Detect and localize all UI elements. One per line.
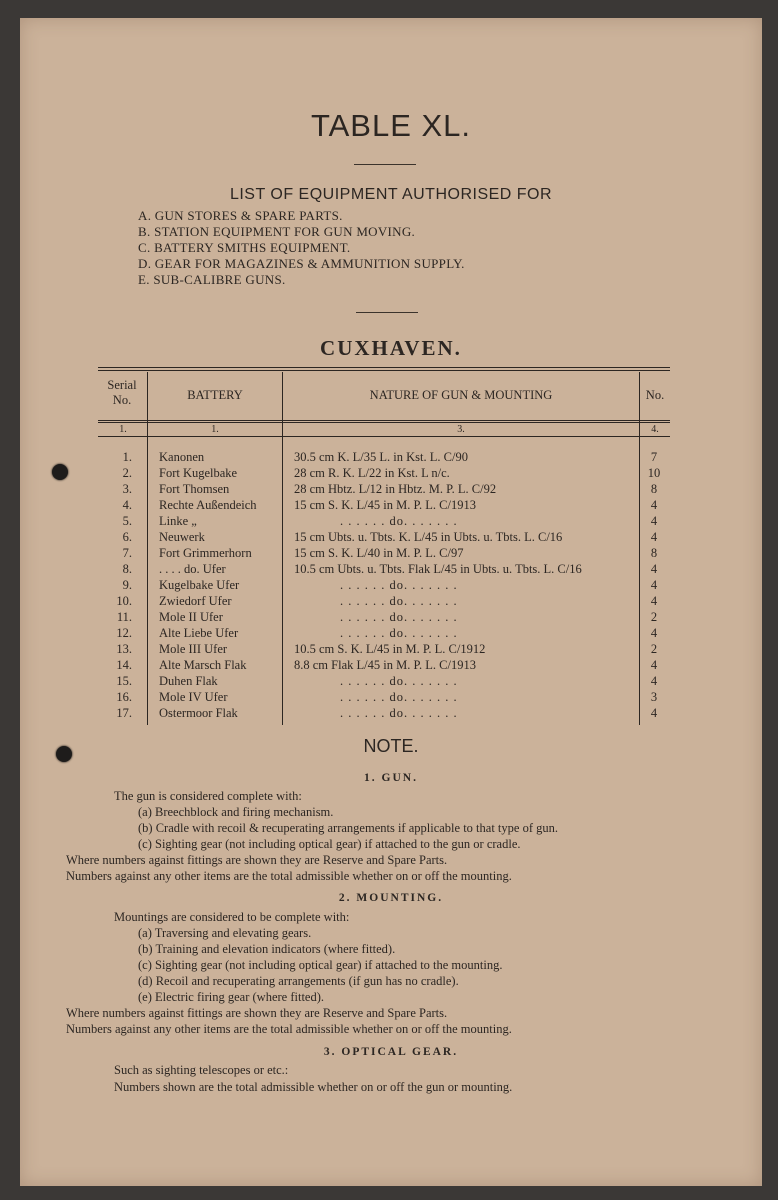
header-serial: Serial No.	[107, 378, 137, 407]
table-row	[20, 626, 762, 642]
nature-cell: 10.5 cm S. K. L/45 in M. P. L. C/1912	[294, 642, 486, 656]
serial-cell: 1.	[122, 450, 132, 464]
table-row	[20, 658, 762, 674]
table-row	[20, 546, 762, 562]
column-number: 1.	[119, 424, 127, 435]
header-nature: NATURE OF GUN & MOUNTING	[369, 388, 553, 402]
note-item: (e) Electric firing gear (where fitted).	[138, 990, 325, 1004]
table-row	[20, 482, 762, 498]
category-item: C. BATTERY SMITHS EQUIPMENT.	[138, 240, 351, 255]
nature-cell: 15 cm S. K. L/40 in M. P. L. C/97	[294, 546, 464, 560]
serial-cell: 9.	[122, 578, 132, 592]
serial-cell: 11.	[116, 610, 132, 624]
column-number: 3.	[457, 424, 465, 435]
nature-cell: 28 cm R. K. L/22 in Kst. L n/c.	[294, 466, 450, 480]
nature-cell: . . . . . . do. . . . . . .	[340, 626, 458, 640]
serial-cell: 12.	[116, 626, 132, 640]
column-number: 4.	[651, 424, 659, 435]
table-rule	[98, 367, 670, 368]
note-text: Numbers shown are the total admissible whether on or off the gun or mounting.	[114, 1080, 513, 1094]
table-rule	[98, 422, 670, 423]
table-rule	[98, 436, 670, 437]
nature-cell: 15 cm Ubts. u. Tbts. K. L/45 in Ubts. u. Tbts. L. C/16	[294, 530, 563, 544]
quantity-cell: 4	[650, 498, 658, 512]
table-row	[20, 498, 762, 514]
quantity-cell: 7	[650, 450, 658, 464]
column-number: 1.	[211, 424, 219, 435]
nature-cell: . . . . . . do. . . . . . .	[340, 594, 458, 608]
note-item: (a) Traversing and elevating gears.	[138, 926, 312, 940]
note-item: (d) Recoil and recuperating arrangements (if gun has no cradle).	[138, 974, 459, 988]
gun-section-heading: 1. GUN.	[364, 772, 418, 784]
battery-cell: Fort Grimmerhorn	[159, 546, 252, 560]
serial-cell: 8.	[122, 562, 132, 576]
serial-cell: 7.	[122, 546, 132, 560]
note-heading: NOTE.	[363, 736, 419, 756]
note-text: The gun is considered complete with:	[114, 789, 302, 803]
note-item: (b) Training and elevation indicators (where fitted).	[138, 942, 396, 956]
battery-cell: Mole III Ufer	[159, 642, 228, 656]
battery-cell: Alte Liebe Ufer	[159, 626, 239, 640]
quantity-cell: 4	[650, 514, 658, 528]
note-text: Where numbers against fittings are shown they are Reserve and Spare Parts.	[66, 1006, 448, 1020]
nature-cell: 28 cm Hbtz. L/12 in Hbtz. M. P. L. C/92	[294, 482, 497, 496]
quantity-cell: 4	[650, 674, 658, 688]
battery-cell: Zwiedorf Ufer	[159, 594, 232, 608]
table-rule	[98, 370, 670, 371]
nature-cell: 10.5 cm Ubts. u. Tbts. Flak L/45 in Ubts. u. Tbts. L. C/16	[294, 562, 582, 576]
serial-cell: 17.	[116, 706, 132, 720]
battery-cell: Neuwerk	[159, 530, 205, 544]
header-battery: BATTERY	[187, 388, 243, 402]
nature-cell: 30.5 cm K. L/35 L. in Kst. L. C/90	[294, 450, 468, 464]
serial-cell: 3.	[122, 482, 132, 496]
battery-cell: Duhen Flak	[159, 674, 218, 688]
table-row	[20, 610, 762, 626]
divider	[356, 312, 418, 313]
note-item: (a) Breechblock and firing mechanism.	[138, 805, 334, 819]
battery-cell: Rechte Außendeich	[159, 498, 257, 512]
quantity-cell: 4	[650, 594, 658, 608]
quantity-cell: 3	[650, 690, 658, 704]
category-item: B. STATION EQUIPMENT FOR GUN MOVING.	[138, 224, 416, 239]
header-no: No.	[645, 388, 665, 402]
table-row	[20, 674, 762, 690]
nature-cell: . . . . . . do. . . . . . .	[340, 610, 458, 624]
serial-cell: 2.	[122, 466, 132, 480]
battery-cell: Kanonen	[159, 450, 205, 464]
table-row	[20, 706, 762, 722]
category-item: D. GEAR FOR MAGAZINES & AMMUNITION SUPPLY.	[138, 256, 465, 271]
table-row	[20, 530, 762, 546]
note-text: Such as sighting telescopes or etc.:	[114, 1063, 289, 1077]
note-text: Numbers against any other items are the total admissible whether on or off the mounting.	[66, 869, 512, 883]
battery-cell: Mole II Ufer	[159, 610, 223, 624]
optical-section-heading: 3. OPTICAL GEAR.	[323, 1046, 459, 1058]
table-row	[20, 594, 762, 610]
note-text: Numbers against any other items are the total admissible whether on or off the mounting.	[66, 1022, 512, 1036]
battery-cell: Alte Marsch Flak	[159, 658, 247, 672]
serial-cell: 4.	[122, 498, 132, 512]
table-row	[20, 450, 762, 466]
serial-cell: 6.	[122, 530, 132, 544]
battery-cell: Fort Thomsen	[159, 482, 230, 496]
quantity-cell: 4	[650, 626, 658, 640]
document-page	[20, 18, 762, 1186]
nature-cell: . . . . . . do. . . . . . .	[340, 674, 458, 688]
page-title: TABLE XL.	[310, 108, 472, 143]
subtitle: LIST OF EQUIPMENT AUTHORISED FOR	[229, 186, 553, 203]
battery-cell: Mole IV Ufer	[159, 690, 228, 704]
note-text: Where numbers against fittings are shown they are Reserve and Spare Parts.	[66, 853, 448, 867]
location-heading: CUXHAVEN.	[320, 336, 462, 360]
category-item: A. GUN STORES & SPARE PARTS.	[138, 208, 343, 223]
nature-cell: 15 cm S. K. L/45 in M. P. L. C/1913	[294, 498, 476, 512]
battery-cell: . . . . do. Ufer	[159, 562, 226, 576]
table-rule	[98, 420, 670, 421]
serial-cell: 5.	[122, 514, 132, 528]
battery-cell: Fort Kugelbake	[159, 466, 238, 480]
quantity-cell: 2	[650, 642, 658, 656]
serial-cell: 16.	[116, 690, 132, 704]
quantity-cell: 4	[650, 578, 658, 592]
table-row	[20, 690, 762, 706]
serial-cell: 14.	[116, 658, 132, 672]
quantity-cell: 4	[650, 658, 658, 672]
serial-cell: 10.	[116, 594, 132, 608]
quantity-cell: 4	[650, 530, 658, 544]
table-row	[20, 514, 762, 530]
quantity-cell: 2	[650, 610, 658, 624]
quantity-cell: 8	[650, 546, 658, 560]
quantity-cell: 10	[647, 466, 661, 480]
category-item: E. SUB-CALIBRE GUNS.	[138, 272, 286, 287]
battery-cell: Linke „	[159, 514, 197, 528]
table-row	[20, 562, 762, 578]
nature-cell: 8.8 cm Flak L/45 in M. P. L. C/1913	[294, 658, 476, 672]
nature-cell: . . . . . . do. . . . . . .	[340, 706, 458, 720]
note-item: (c) Sighting gear (not including optical gear) if attached to the gun or cradle.	[138, 837, 521, 851]
quantity-cell: 8	[650, 482, 658, 496]
divider	[354, 164, 416, 165]
nature-cell: . . . . . . do. . . . . . .	[340, 690, 458, 704]
note-text: Mountings are considered to be complete with:	[114, 910, 350, 924]
category-list	[138, 208, 465, 288]
battery-cell: Ostermoor Flak	[159, 706, 238, 720]
mounting-section-heading: 2. MOUNTING.	[338, 892, 444, 904]
note-item: (c) Sighting gear (not including optical gear) if attached to the mounting.	[138, 958, 503, 972]
battery-cell: Kugelbake Ufer	[159, 578, 240, 592]
table-row	[20, 642, 762, 658]
serial-cell: 13.	[116, 642, 132, 656]
nature-cell: . . . . . . do. . . . . . .	[340, 578, 458, 592]
table-row	[20, 578, 762, 594]
quantity-cell: 4	[650, 706, 658, 720]
quantity-cell: 4	[650, 562, 658, 576]
note-item: (b) Cradle with recoil & recuperating arrangements if applicable to that type of gun.	[138, 821, 558, 835]
nature-cell: . . . . . . do. . . . . . .	[340, 514, 458, 528]
table-row	[20, 466, 762, 482]
serial-cell: 15.	[116, 674, 132, 688]
